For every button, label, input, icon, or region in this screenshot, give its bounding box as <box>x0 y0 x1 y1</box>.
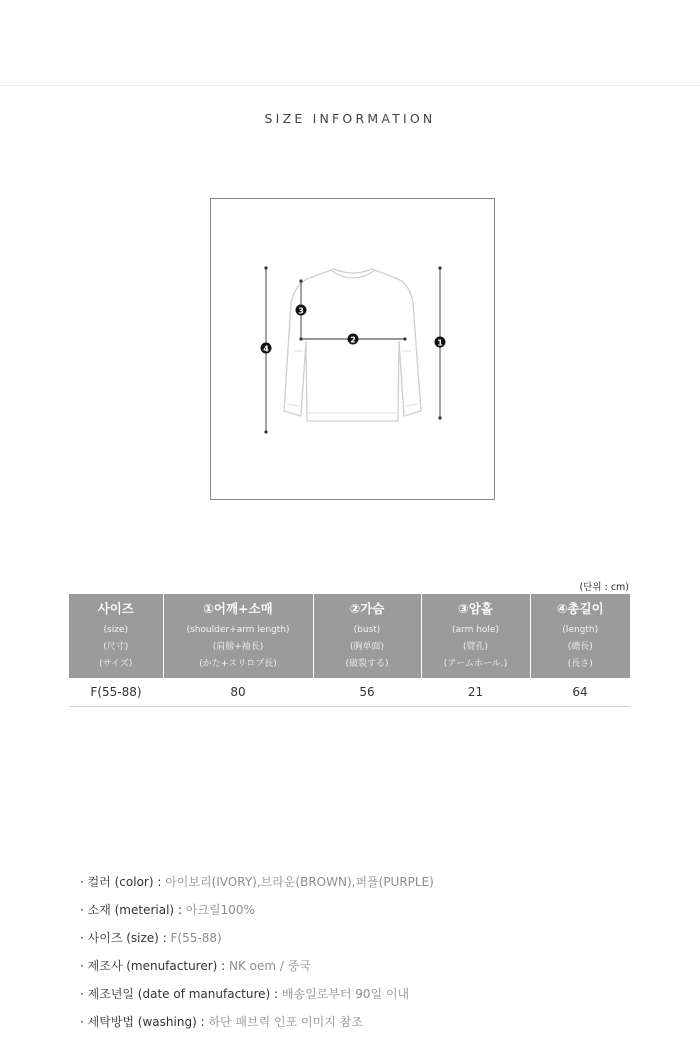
size-diagram <box>210 198 495 500</box>
cell-arm-hole: 21 <box>421 678 530 707</box>
section-title: SIZE INFORMATION <box>264 111 436 126</box>
sweater-collar <box>332 271 374 278</box>
column-header-length: ④총길이 (length) (總長) (長さ) <box>530 594 630 678</box>
cell-size: F(55-88) <box>69 678 163 707</box>
spec-item-manufacturer: · 제조사 (menufacturer) : NK oem / 중국 <box>80 959 311 973</box>
svg-text:4: 4 <box>263 344 269 354</box>
size-table <box>69 594 630 707</box>
marker-1-icon <box>435 337 446 348</box>
spec-item-size: · 사이즈 (size) : F(55-88) <box>80 931 222 945</box>
column-header-arm-hole: ③암홀 (arm hole) (臂孔) (アームホール.) <box>421 594 530 678</box>
sweater-measurement-illustration <box>211 199 494 499</box>
marker-4-icon <box>261 343 272 354</box>
cell-shoulder-arm: 80 <box>163 678 313 707</box>
marker-3-icon <box>296 305 307 316</box>
svg-text:2: 2 <box>350 335 356 345</box>
table-row <box>69 678 630 707</box>
table-header-row <box>69 594 630 678</box>
product-spec-list <box>80 873 434 1041</box>
svg-text:3: 3 <box>298 306 304 316</box>
spec-item-color: · 컬러 (color) : 아이보리(IVORY),브라운(BROWN),퍼플(PURPLE) <box>80 875 434 889</box>
spec-item-material: · 소재 (meterial) : 아크릴100% <box>80 903 255 917</box>
cell-length: 64 <box>530 678 630 707</box>
column-header-bust: ②가슴 (bust) (胸单面) (破裂する) <box>313 594 421 678</box>
column-header-size: 사이즈 (size) (尺寸) (サイズ) <box>69 594 163 678</box>
marker-2-icon <box>348 334 359 345</box>
sweater-outline <box>284 269 421 421</box>
svg-text:1: 1 <box>437 338 443 348</box>
cell-bust: 56 <box>313 678 421 707</box>
unit-note: (단위 : cm) <box>579 582 629 593</box>
spec-item-date: · 제조년일 (date of manufacture) : 배송일로부터 90일 이내 <box>80 987 410 1001</box>
column-header-shoulder-arm: ①어깨+소매 (shoulder+arm length) (肩膀+袖長) (かた+スリロブ長) <box>163 594 313 678</box>
spec-item-washing: · 세탁방법 (washing) : 하단 패브릭 인포 이미지 참조 <box>80 1015 363 1029</box>
top-divider <box>0 85 700 86</box>
